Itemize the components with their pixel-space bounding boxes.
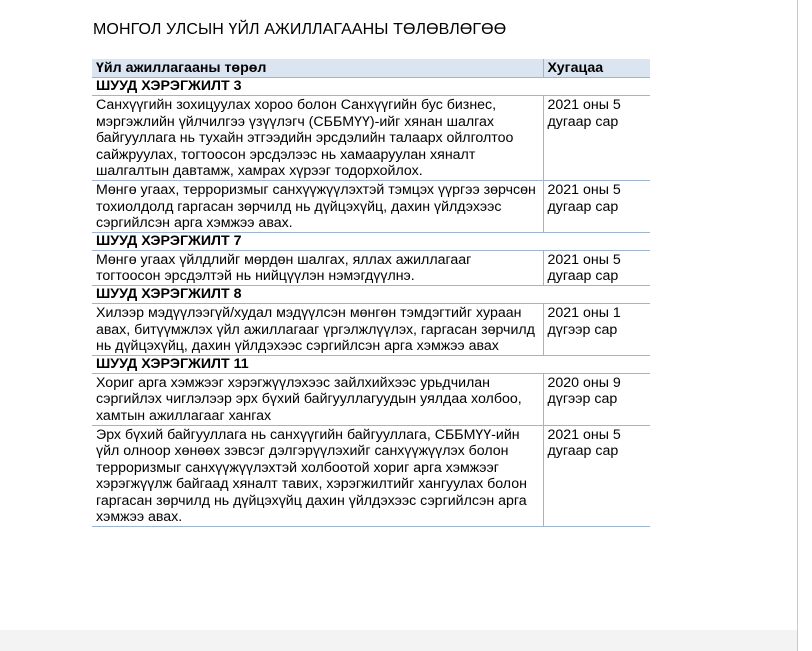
header-deadline: Хугацаа <box>543 59 650 78</box>
table-row <box>92 180 650 232</box>
table-row <box>92 425 650 527</box>
section-row <box>92 285 650 303</box>
table-row <box>92 96 650 181</box>
activity-cell: Хилээр мэдүүлээгүй/худал мэдүүлсэн мөнгөн тэмдэгтийг хураан авах, битүүмжлэх үйл ажиллагааг үргэлжлүүлэх, гаргасан зөрчилд нь дүйцэхүйц, дахин үйлдэхээс сэргийлсэн арга хэмжээ авах <box>92 303 543 355</box>
section-heading: ШУУД ХЭРЭГЖИЛТ 7 <box>92 232 650 250</box>
action-plan-table <box>92 59 650 527</box>
document-title: МОНГОЛ УЛСЫН ҮЙЛ АЖИЛЛАГААНЫ ТӨЛӨВЛӨГӨӨ <box>93 21 507 38</box>
table-header-row <box>92 59 650 78</box>
table-row <box>92 373 650 425</box>
section-heading: ШУУД ХЭРЭГЖИЛТ 8 <box>92 285 650 303</box>
table-row <box>92 303 650 355</box>
page-edge <box>797 0 798 651</box>
deadline-cell: 2020 оны 9 дүгээр сар <box>543 373 650 425</box>
activity-cell: Санхүүгийн зохицуулах хороо болон Санхүүгийн бус бизнес, мэргэжлийн үйлчилгээ үзүүлэгч (СББМҮҮ)-ийг хянан шалгах байгууллага нь тухайн этгээдийн эрсдэлийн талаарх ойлголтоо сайжруулах, тогтоосон эрсдэлээс нь хамааруулан хяналт шалгалтын давтамж, хамрах хүрээг тодорхойлох. <box>92 96 543 181</box>
deadline-cell: 2021 оны 1 дүгээр сар <box>543 303 650 355</box>
section-row <box>92 355 650 373</box>
activity-cell: Мөнгө угаах үйлдлийг мөрдөн шалгах, яллах ажиллагааг тогтоосон эрсдэлтэй нь нийцүүлэн нэмэгдүүлнэ. <box>92 250 543 285</box>
section-row <box>92 232 650 250</box>
page-bottom-margin <box>0 630 797 651</box>
section-heading: ШУУД ХЭРЭГЖИЛТ 11 <box>92 355 650 373</box>
activity-cell: Хориг арга хэмжээг хэрэгжүүлэхээс зайлхийхээс урьдчилан сэргийлэх чиглэлээр эрх бүхий байгууллагуудын уялдаа холбоо, хамтын ажиллагааг хангах <box>92 373 543 425</box>
section-row <box>92 78 650 96</box>
activity-cell: Эрх бүхий байгууллага нь санхүүгийн байгууллага, СББМҮҮ-ийн үйл олноор хөнөөх зэвсэг дэлгэрүүлэхийг санхүүжүүлэх болон терроризмыг санхүүжүүлэхтэй холбоотой хориг арга хэмжээг хэрэгжүүлж байгаад хяналт тавих, хэрэгжилтийг хангуулах болон гаргасан зөрчилд нь дүйцэхүйц дахин үйлдэхээс сэргийлсэн арга хэмжээ авах. <box>92 425 543 527</box>
deadline-cell: 2021 оны 5 дугаар сар <box>543 180 650 232</box>
deadline-cell: 2021 оны 5 дугаар сар <box>543 96 650 181</box>
section-heading: ШУУД ХЭРЭГЖИЛТ 3 <box>92 78 650 96</box>
header-activity-type: Үйл ажиллагааны төрөл <box>92 59 543 78</box>
activity-cell: Мөнгө угаах, терроризмыг санхүүжүүлэхтэй тэмцэх үүргээ зөрчсөн тохиолдолд гаргасан зөрчилд нь дүйцэхүйц, дахин үйлдэхээс сэргийлсэн арга хэмжээ авах. <box>92 180 543 232</box>
deadline-cell: 2021 оны 5 дугаар сар <box>543 250 650 285</box>
deadline-cell: 2021 оны 5 дугаар сар <box>543 425 650 527</box>
table-row <box>92 250 650 285</box>
